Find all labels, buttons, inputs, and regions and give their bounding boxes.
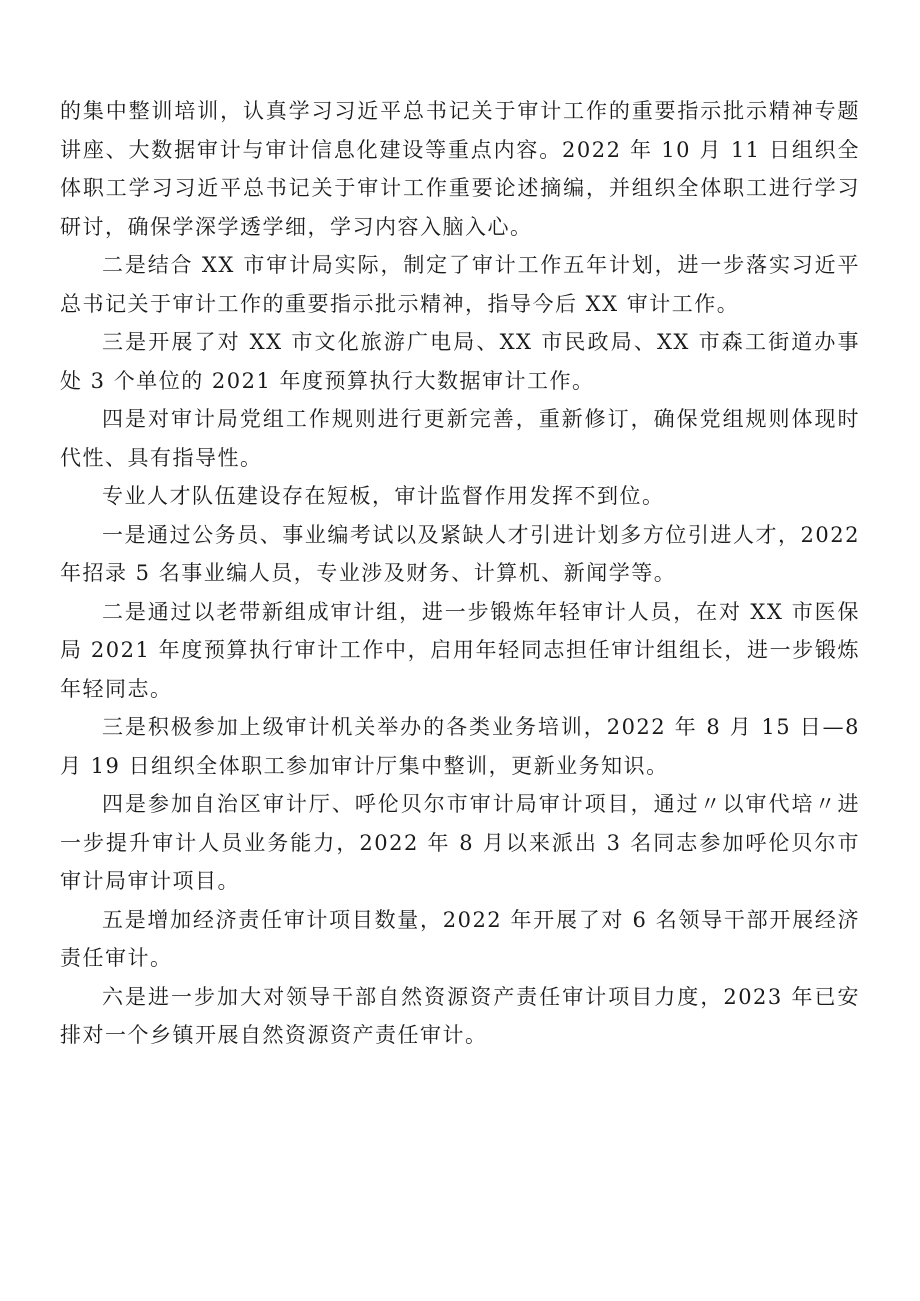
paragraph-7: 二是通过以老带新组成审计组，进一步锻炼年轻审计人员，在对 XX 市医保局 2021 年度预算执行审计工作中，启用年轻同志担任审计组组长，进一步锻炼年轻同志。 — [60, 599, 860, 701]
paragraph-4: 四是对审计局党组工作规则进行更新完善，重新修订，确保党组规则体现时代性、具有指导性。 — [60, 407, 860, 470]
paragraph-2: 二是结合 XX 市审计局实际，制定了审计工作五年计划，进一步落实习近平总书记关于审计工作的重要指示批示精神，指导今后 XX 审计工作。 — [60, 253, 860, 316]
paragraph-11: 六是进一步加大对领导干部自然资源资产责任审计项目力度，2023 年已安排对一个乡镇开展自然资源资产责任审计。 — [60, 984, 860, 1047]
paragraph-6: 一是通过公务员、事业编考试以及紧缺人才引进计划多方位引进人才，2022 年招录 5 名事业编人员，专业涉及财务、计算机、新闻学等。 — [60, 522, 860, 585]
paragraph-9: 四是参加自治区审计厅、呼伦贝尔市审计局审计项目，通过〃以审代培〃进一步提升审计人员业务能力，2022 年 8 月以来派出 3 名同志参加呼伦贝尔市审计局审计项目。 — [60, 792, 860, 893]
paragraph-3: 三是开展了对 XX 市文化旅游广电局、XX 市民政局、XX 市森工街道办事处 3 个单位的 2021 年度预算执行大数据审计工作。 — [60, 330, 860, 393]
paragraph-1: 的集中整训培训，认真学习习近平总书记关于审计工作的重要指示批示精神专题讲座、大数据审计与审计信息化建设等重点内容。2022 年 10 月 11 日组织全体职工学习习近平总书记关于审计工作重要论述摘编，并组织全体职工进行学习研讨，确保学深学透学细，学习内容入脑入心。 — [60, 99, 860, 239]
document-body — [60, 92, 860, 1055]
paragraph-5: 专业人才队伍建设存在短板，审计监督作用发挥不到位。 — [102, 484, 665, 508]
paragraph-8: 三是积极参加上级审计机关举办的各类业务培训，2022 年 8 月 15 日—8 月 19 日组织全体职工参加审计厅集中整训，更新业务知识。 — [60, 715, 860, 778]
paragraph-10: 五是增加经济责任审计项目数量，2022 年开展了对 6 名领导干部开展经济责任审计。 — [60, 907, 860, 970]
